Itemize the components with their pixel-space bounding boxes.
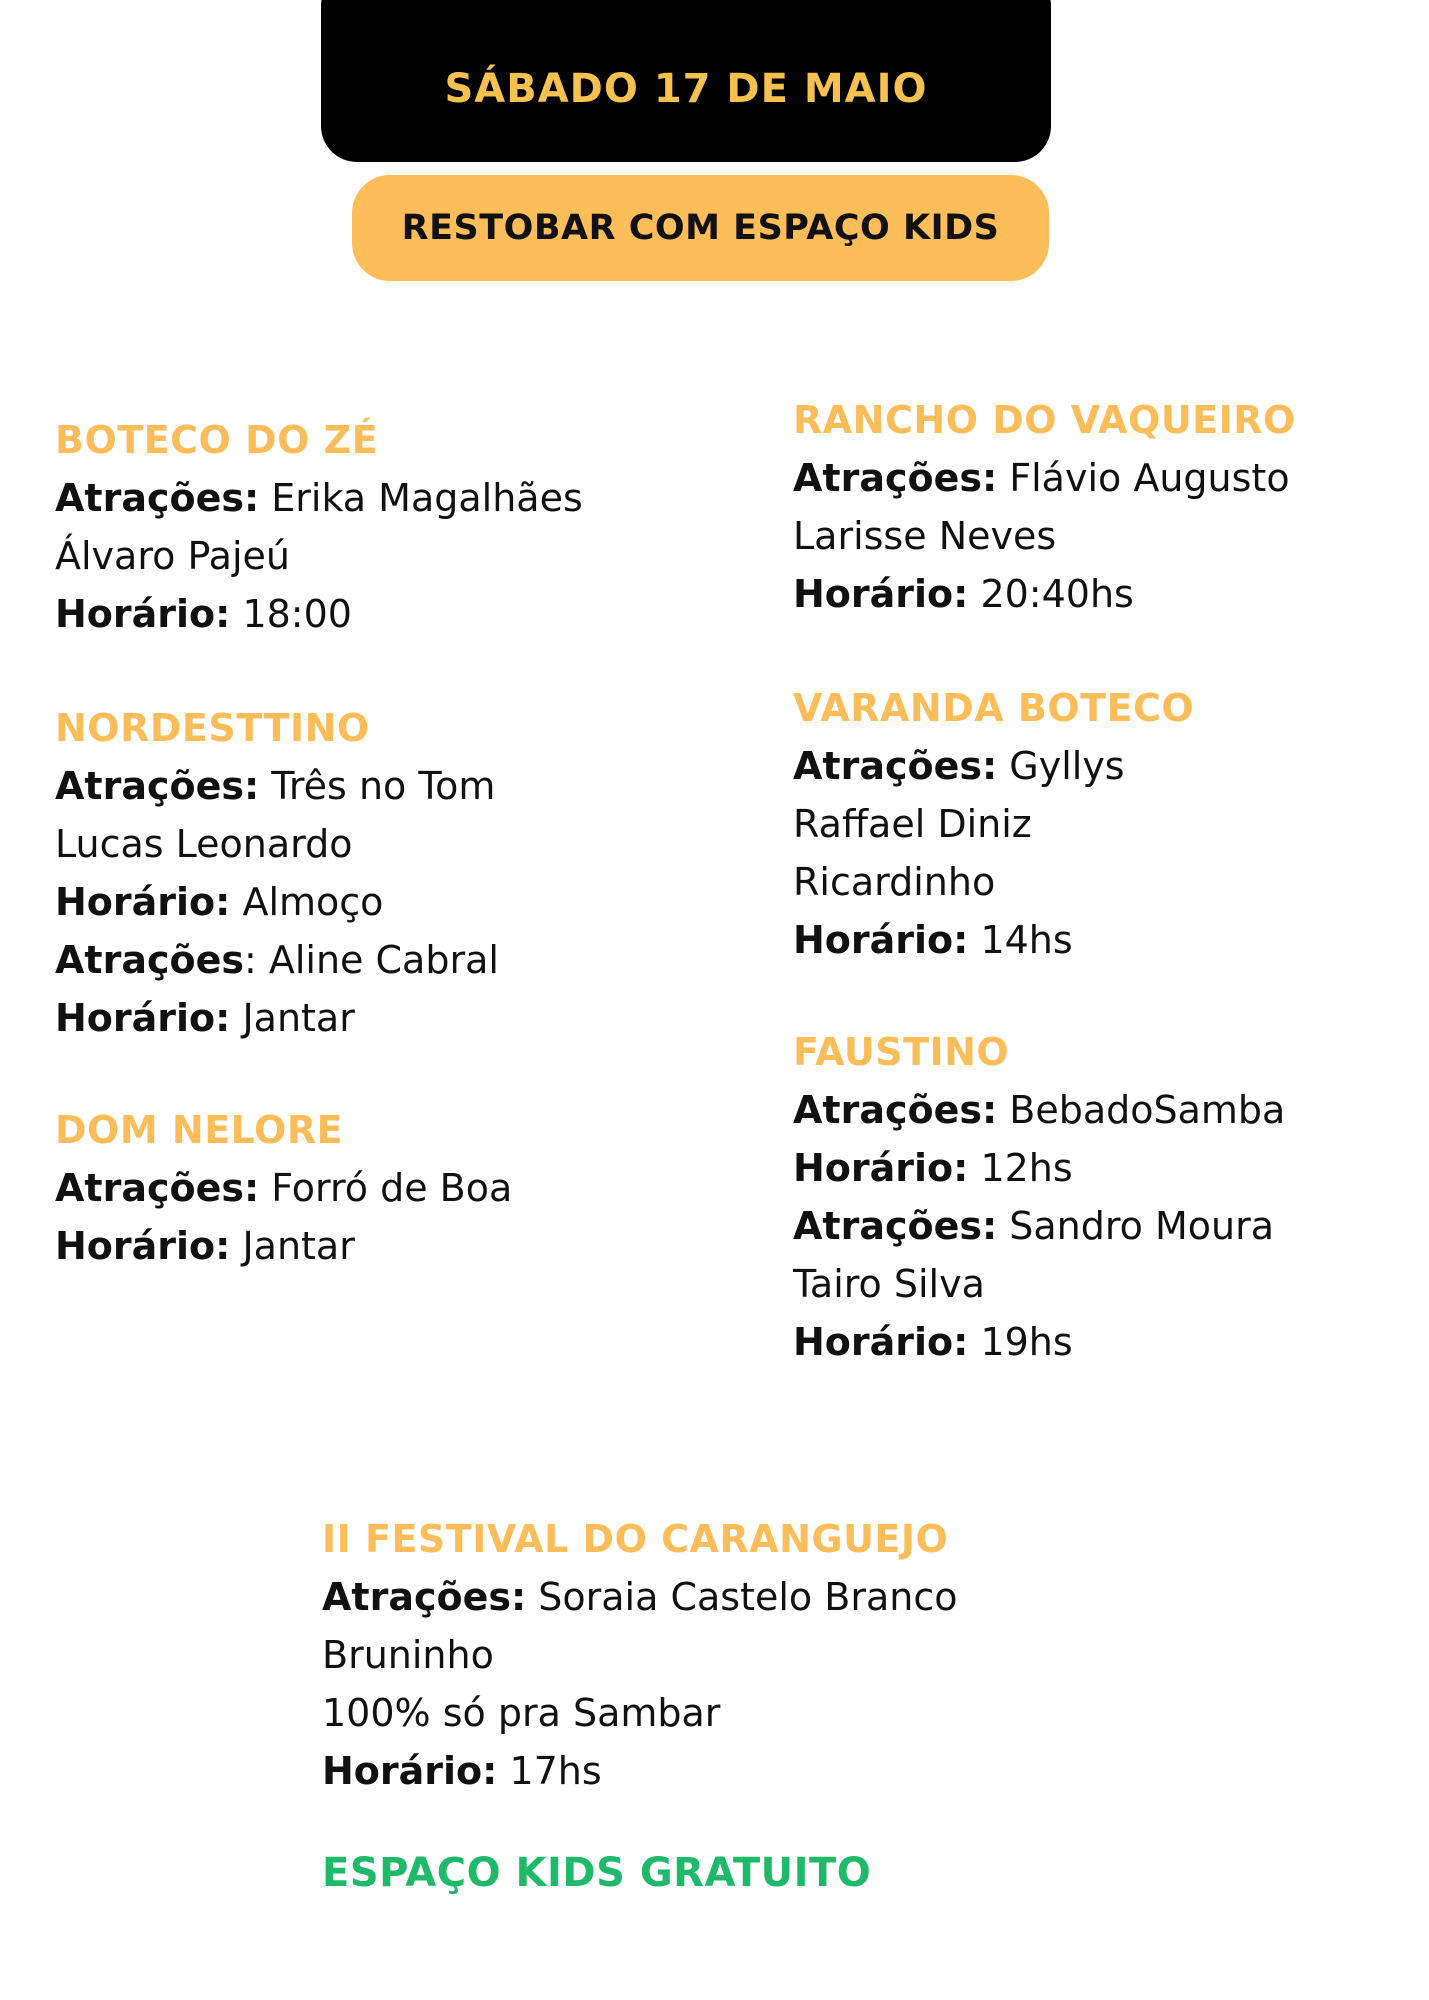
venue-info-line (55, 989, 499, 1047)
info-value: Erika Magalhães (259, 476, 583, 520)
info-value: 12hs (968, 1146, 1073, 1190)
info-value: 19hs (968, 1320, 1073, 1364)
venue-boteco-do-ze (55, 411, 583, 643)
info-label: Atrações: (793, 1204, 998, 1248)
restobar-label: RESTOBAR COM ESPAÇO KIDS (401, 208, 1000, 248)
venue-info-line (793, 853, 1194, 911)
info-label: Atrações: (793, 1088, 998, 1132)
venue-info-line (793, 1139, 1285, 1197)
venue-title: BOTECO DO ZÉ (55, 418, 379, 462)
info-label: Horário: (793, 1146, 969, 1190)
info-value: BebadoSamba (997, 1088, 1286, 1132)
info-value: Ricardinho (793, 860, 996, 904)
venue-rancho-do-vaqueiro (793, 391, 1296, 623)
info-label: Horário: (793, 572, 969, 616)
venue-info-line (55, 931, 499, 989)
venue-title: RANCHO DO VAQUEIRO (793, 398, 1296, 442)
venue-title: VARANDA BOTECO (793, 686, 1195, 730)
info-label: Atrações: (793, 744, 998, 788)
venue-info-line (793, 1197, 1285, 1255)
info-value: Soraia Castelo Branco (526, 1575, 958, 1619)
info-value: Flávio Augusto (997, 456, 1290, 500)
venue-info-line (793, 449, 1296, 507)
info-value: 14hs (968, 918, 1073, 962)
venue-faustino (793, 1023, 1285, 1371)
info-value: 17hs (497, 1749, 602, 1793)
info-value: Três no Tom (259, 764, 496, 808)
venue-info-line (793, 795, 1194, 853)
info-label: Horário: (55, 880, 231, 924)
info-value: Álvaro Pajeú (55, 534, 290, 578)
info-value: 100% só pra Sambar (322, 1691, 721, 1735)
info-label: Atrações (55, 938, 244, 982)
info-label: Horário: (55, 996, 231, 1040)
venue-info-line (322, 1626, 957, 1684)
venue-info-line (322, 1568, 957, 1626)
info-value: Gyllys (997, 744, 1125, 788)
venue-varanda-boteco (793, 679, 1194, 969)
info-label: Atrações: (55, 1166, 260, 1210)
info-value: 20:40hs (968, 572, 1134, 616)
venue-info-line (793, 1255, 1285, 1313)
venue-info-line (322, 1742, 957, 1800)
venue-info-line (793, 737, 1194, 795)
info-value: Raffael Diniz (793, 802, 1032, 846)
info-label: Atrações: (793, 456, 998, 500)
info-label: Horário: (793, 918, 969, 962)
venue-nordesttino (55, 699, 499, 1047)
info-value: Forró de Boa (259, 1166, 513, 1210)
venue-info-line (793, 1081, 1285, 1139)
restobar-pill (352, 175, 1049, 281)
venue-title: II FESTIVAL DO CARANGUEJO (322, 1517, 949, 1561)
info-label: Horário: (793, 1320, 969, 1364)
venue-dom-nelore (55, 1101, 512, 1275)
venue-info-line (322, 1684, 957, 1742)
info-label: Horário: (322, 1749, 498, 1793)
info-label: Horário: (55, 592, 231, 636)
info-value: Larisse Neves (793, 514, 1057, 558)
venue-info-line (55, 1217, 512, 1275)
info-label: Atrações: (322, 1575, 527, 1619)
info-value: Jantar (230, 1224, 355, 1268)
info-value: Jantar (230, 996, 355, 1040)
info-value: 18:00 (230, 592, 352, 636)
venue-festival-do-caranguejo (322, 1510, 957, 1800)
date-label: SÁBADO 17 DE MAIO (444, 66, 928, 112)
venue-info-line (55, 469, 583, 527)
info-value: Bruninho (322, 1633, 494, 1677)
info-value: Sandro Moura (997, 1204, 1275, 1248)
venue-info-line (793, 565, 1296, 623)
venue-info-line (55, 873, 499, 931)
date-banner (321, 0, 1051, 162)
info-value: Lucas Leonardo (55, 822, 353, 866)
venue-info-line (793, 507, 1296, 565)
venue-title: FAUSTINO (793, 1030, 1010, 1074)
info-value: Almoço (230, 880, 384, 924)
venue-info-line (793, 911, 1194, 969)
info-label: Atrações: (55, 476, 260, 520)
venue-info-line (55, 527, 583, 585)
venue-title: DOM NELORE (55, 1108, 344, 1152)
venue-title: NORDESTTINO (55, 706, 370, 750)
venue-info-line (55, 1159, 512, 1217)
info-label: Atrações: (55, 764, 260, 808)
venue-info-line (55, 585, 583, 643)
kids-free-label: ESPAÇO KIDS GRATUITO (322, 1850, 872, 1896)
venue-info-line (55, 815, 499, 873)
info-value: : Aline Cabral (243, 938, 499, 982)
info-value: Tairo Silva (793, 1262, 985, 1306)
info-label: Horário: (55, 1224, 231, 1268)
venue-info-line (55, 757, 499, 815)
venue-info-line (793, 1313, 1285, 1371)
